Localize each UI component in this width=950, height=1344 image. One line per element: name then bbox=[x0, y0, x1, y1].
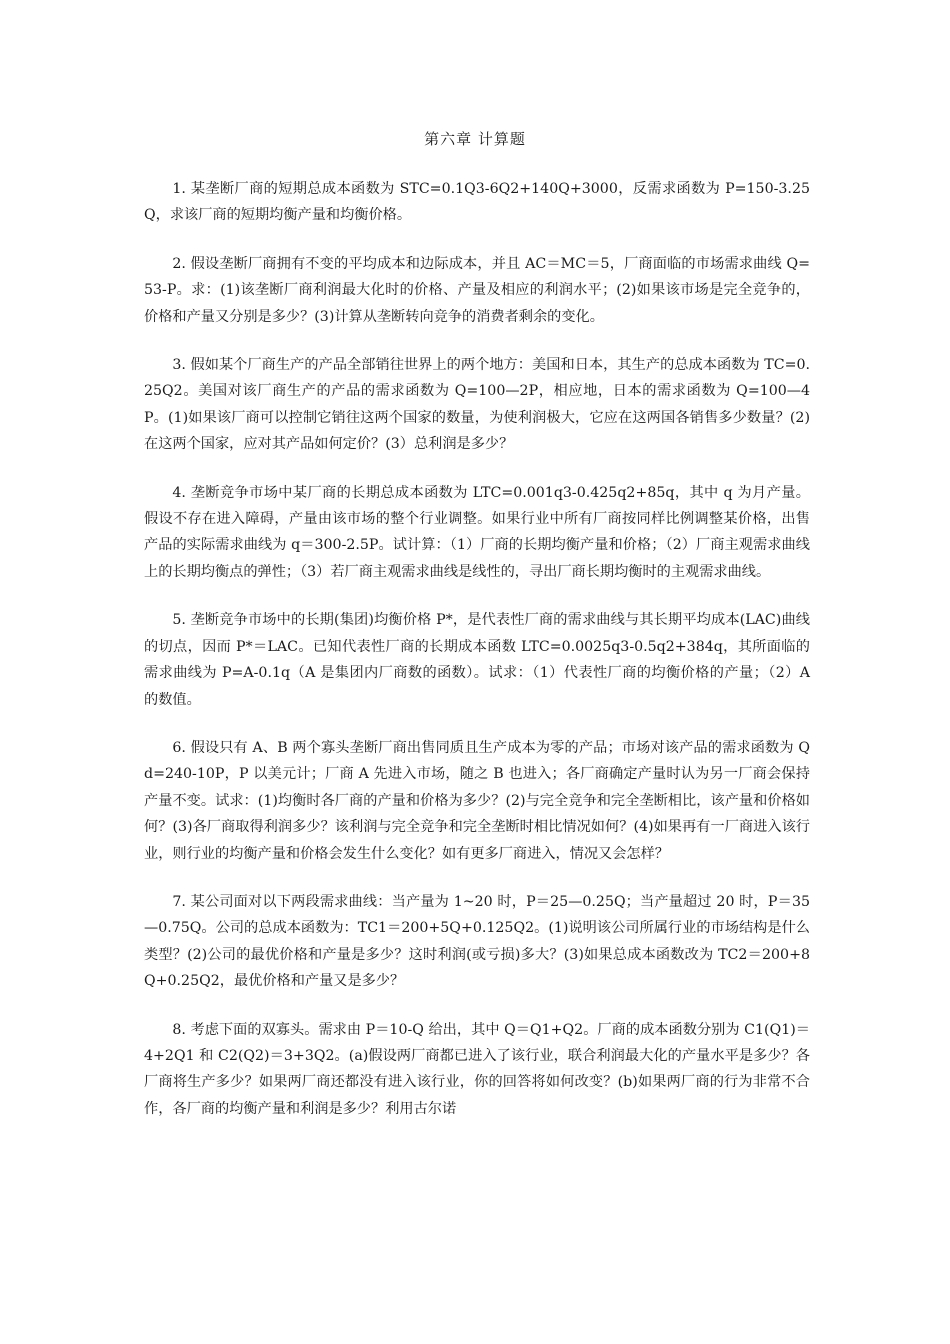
problem-list bbox=[144, 176, 810, 1144]
problem-2: 2. 假设垄断厂商拥有不变的平均成本和边际成本，并且 AC＝MC＝5，厂商面临的市场需求曲线 Q=53-P。求：(1)该垄断厂商利润最大化时的价格、产量及相应的利润水平；(2)如果该市场是完全竞争的，价格和产量又分别是多少？(3)计算从垄断转向竞争的消费者剩余的变化。 bbox=[144, 255, 810, 325]
problem-5: 5. 垄断竞争市场中的长期(集团)均衡价格 P*，是代表性厂商的需求曲线与其长期平均成本(LAC)曲线的切点，因而 P*＝LAC。已知代表性厂商的长期成本函数 LTC=0.0025q3-0.5q2+384q，其所面临的需求曲线为 P=A-0.1q（A 是集团内厂商数的函数）。试求：（1）代表性厂商的均衡价格的产量；（2）A 的数值。 bbox=[144, 612, 810, 708]
problem-3: 3. 假如某个厂商生产的产品全部销往世界上的两个地方：美国和日本，其生产的总成本函数为 TC=0.25Q2。美国对该厂商生产的产品的需求函数为 Q=100—2P，相应地，日本的需求函数为 Q=100—4P。(1)如果该厂商可以控制它销往这两个国家的数量，为使利润极大，它应在这两国各销售多少数量？(2)在这两个国家，应对其产品如何定价？(3）总利润是多少？ bbox=[144, 357, 810, 453]
problem-1: 1. 某垄断厂商的短期总成本函数为 STC=0.1Q3-6Q2+140Q+3000，反需求函数为 P=150-3.25Q，求该厂商的短期均衡产量和均衡价格。 bbox=[144, 181, 810, 224]
problem-4: 4. 垄断竞争市场中某厂商的长期总成本函数为 LTC=0.001q3-0.425q2+85q，其中 q 为月产量。假设不存在进入障碍，产量由该市场的整个行业调整。如果行业中所有厂商按同样比例调整某价格，出售产品的实际需求曲线为 q＝300-2.5P。试计算：（1）厂商的长期均衡产量和价格；（2）厂商主观需求曲线上的长期均衡点的弹性；（3）若厂商主观需求曲线是线性的，寻出厂商长期均衡时的主观需求曲线。 bbox=[144, 484, 810, 580]
page-title: 第六章 计算题 bbox=[424, 130, 526, 148]
problem-6: 6. 假设只有 A、B 两个寡头垄断厂商出售同质且生产成本为零的产品；市场对该产品的需求函数为 Qd=240-10P，P 以美元计；厂商 A 先进入市场，随之 B 也进入；各厂商确定产量时认为另一厂商会保持产量不变。试求：(1)均衡时各厂商的产量和价格为多少？(2)与完全竞争和完全垄断相比，该产量和价格如何？(3)各厂商取得利润多少？该利润与完全竞争和完全垄断时相比情况如何？(4)如果再有一厂商进入该行业，则行业的均衡产量和价格会发生什么变化？如有更多厂商进入，情况又会怎样？ bbox=[144, 739, 810, 862]
problem-7: 7. 某公司面对以下两段需求曲线：当产量为 1~20 时，P＝25—0.25Q；当产量超过 20 时，P＝35—0.75Q。公司的总成本函数为：TC1＝200+5Q+0.125Q2。(1)说明该公司所属行业的市场结构是什么类型？(2)公司的最优价格和产量是多少？这时利润(或亏损)多大？(3)如果总成本函数改为 TC2＝200+8Q+0.25Q2，最优价格和产量又是多少？ bbox=[144, 893, 810, 990]
problem-8: 8. 考虑下面的双寡头。需求由 P＝10-Q 给出，其中 Q＝Q1+Q2。厂商的成本函数分别为 C1(Q1)＝4+2Q1 和 C2(Q2)＝3+3Q2。(a)假设两厂商都已进入了该行业，联合利润最大化的产量水平是多少？各厂商将生产多少？如果两厂商还都没有进入该行业，你的回答将如何改变？(b)如果两厂商的行为非常不合作，各厂商的均衡产量和利润是多少？利用古尔诺 bbox=[144, 1021, 810, 1117]
